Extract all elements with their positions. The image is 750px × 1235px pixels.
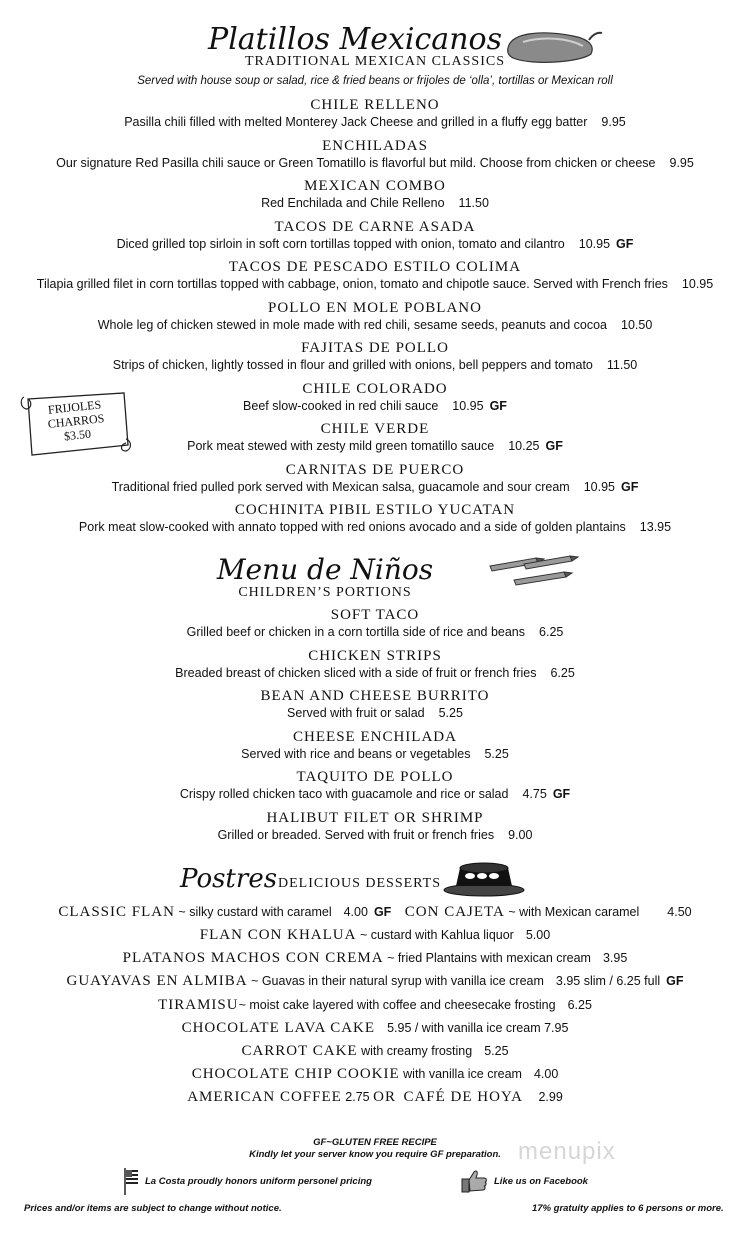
dessert-classic-flan [0, 904, 750, 921]
item-desc-text: Red Enchilada and Chile Relleno [261, 196, 445, 210]
item-price: 9.95 [601, 115, 626, 129]
item-desc-text: Traditional fried pulled pork served with Mexican salsa, guacamole and sour cream [111, 479, 570, 494]
dessert-name: CHOCOLATE LAVA CAKE [181, 1019, 376, 1036]
item-desc [0, 156, 750, 170]
item-desc-text: Beef slow-cooked in red chili sauce [243, 398, 439, 413]
item-desc [0, 237, 750, 251]
item-title: FAJITAS DE POLLO [301, 340, 449, 356]
con-cajeta-name: CON CAJETA [404, 904, 505, 920]
american-coffee-price: 2.75 [345, 1090, 370, 1104]
item-price: 10.95 [681, 277, 714, 291]
kids-item-price: 9.00 [508, 827, 533, 842]
dessert-name: CARROT CAKE [241, 1043, 358, 1059]
kids-item-desc-text: Breaded breast of chicken sliced with a side of fruit or french fries [175, 665, 537, 680]
item-price: 11.50 [606, 358, 638, 372]
item-title: POLLO EN MOLE POBLANO [268, 299, 482, 316]
gf-badge: GF [666, 974, 684, 989]
item-price: 13.95 [639, 520, 672, 534]
dessert-name: PLATANOS MACHOS CON CREMA [122, 950, 384, 967]
item-desc [0, 277, 750, 291]
gf-badge: GF [552, 787, 571, 801]
dessert-row [0, 1043, 750, 1060]
item-title: COCHINITA PIBIL ESTILO YUCATAN [234, 502, 516, 518]
item-desc [0, 196, 750, 210]
kids-item-desc-text: Crispy rolled chicken taco with guacamole and rice or salad [179, 787, 509, 801]
item-desc-text: Tilapia grilled filet in corn tortillas topped with cabbage, onion, tomato and chipotle sauce. Served with French fries [36, 277, 668, 291]
charros-label: CHARROS [47, 411, 105, 431]
item-title: CHILE COLORADO [302, 380, 448, 397]
kids-item-desc [0, 747, 750, 761]
dessert-price: 6.25 [567, 997, 592, 1012]
gf-badge: GF [621, 479, 639, 494]
item-desc-text: Our signature Red Pasilla chili sauce or Green Tomatillo is flavorful but mild. Choose from chicken or cheese [56, 155, 656, 170]
kids-item-desc [0, 706, 750, 720]
section-subtitle-mexicanos: TRADITIONAL MEXICAN CLASSICS [244, 54, 506, 69]
item-price: 10.95 [578, 236, 611, 251]
kids-item-desc [0, 787, 750, 801]
section-note: Served with house soup or salad, rice & fried beans or frijoles de ‘olla’, tortillas or Mexican roll [137, 75, 613, 87]
item-desc-text: Pork meat slow-cooked with annato topped with red onions avocado and a side of golden plantains [78, 520, 626, 534]
kids-item-price: 6.25 [539, 625, 564, 639]
dessert-desc: ~ Guavas in their natural syrup with vanilla ice cream [247, 974, 544, 989]
frijoles-label: FRIJOLES [47, 397, 102, 417]
thumbs-up-icon[interactable] [460, 1168, 488, 1194]
item-price: 10.95 [583, 479, 615, 494]
dessert-price: 5.95 / with vanilla ice cream 7.95 [387, 1020, 569, 1035]
dessert-desc: with creamy frosting [357, 1044, 473, 1058]
item-desc [0, 115, 750, 129]
kids-item-desc [0, 828, 750, 842]
item-desc-text: Whole leg of chicken stewed in mole made with red chili, sesame seeds, peanuts and cocoa [97, 317, 608, 332]
item-title: CHILE RELLENO [310, 97, 440, 113]
item-title: CARNITAS DE PUERCO [285, 461, 465, 478]
dessert-desc: ~ custard with Kahlua liquor [356, 928, 514, 942]
classic-flan-desc: ~ silky custard with caramel [174, 905, 332, 919]
dessert-price: 3.95 [602, 951, 628, 966]
kids-item-price: 5.25 [484, 746, 509, 761]
prices-note: Prices and/or items are subject to change without notice. [24, 1203, 282, 1214]
classic-flan-price: 4.00 [343, 905, 368, 919]
dessert-desc: ~ moist cake layered with coffee and cheesecake frosting [238, 997, 556, 1012]
flan-dessert-icon [442, 856, 526, 898]
item-title: TACOS DE CARNE ASADA [274, 218, 476, 235]
kids-item-price: 4.75 [522, 787, 547, 801]
cafe-de-hoya-name: CAFÉ DE HOYA [403, 1089, 523, 1105]
section-subtitle-ninos: CHILDREN’S PORTIONS [238, 585, 412, 600]
item-title: TACOS DE PESCADO ESTILO COLIMA [228, 259, 522, 275]
section-subtitle-postres: DELICIOUS DESSERTS [278, 876, 442, 891]
classic-flan-gf: GF [373, 905, 392, 919]
item-price: 10.25 [508, 439, 540, 453]
item-desc-text: Pork meat stewed with zesty mild green tomatillo sauce [187, 439, 495, 453]
kids-item-title: CHEESE ENCHILADA [293, 728, 457, 745]
item-title: MEXICAN COMBO [304, 178, 446, 194]
flag-icon [122, 1166, 140, 1196]
kids-item-title: TAQUITO DE POLLO [296, 769, 454, 785]
dessert-price: 5.00 [525, 928, 551, 942]
item-desc [0, 520, 750, 534]
section-title-postres: Postres [180, 864, 278, 894]
dessert-name: FLAN CON KHALUA [199, 927, 357, 943]
dessert-row [0, 927, 750, 944]
kids-item-price: 6.25 [550, 665, 575, 680]
gf-note: Kindly let your server know you require GF preparation. [249, 1149, 501, 1160]
item-desc [0, 318, 750, 332]
item-price: 10.50 [621, 317, 653, 332]
dessert-price: 5.25 [484, 1044, 509, 1058]
watermark: menupix [518, 1138, 616, 1165]
item-title: CHILE VERDE [320, 421, 430, 437]
section-title-ninos: Menu de Niños [216, 553, 434, 586]
item-title: ENCHILADAS [322, 137, 428, 154]
dessert-name: TIRAMISU [158, 996, 239, 1013]
gf-badge: GF [489, 398, 507, 413]
kids-item-desc-text: Served with fruit or salad [287, 706, 425, 720]
item-price: 9.95 [669, 155, 694, 170]
dessert-row [0, 1020, 750, 1037]
dessert-price: 4.00 [533, 1067, 559, 1082]
item-desc [0, 358, 750, 372]
item-price: 11.50 [458, 196, 489, 210]
facebook-link[interactable]: Like us on Facebook [494, 1176, 588, 1187]
dessert-price: 3.95 slim / 6.25 full [555, 974, 661, 989]
dessert-row [0, 950, 750, 967]
item-desc-text: Diced grilled top sirloin in soft corn tortillas topped with onion, tomato and cilantro [116, 236, 565, 251]
kids-item-desc [0, 666, 750, 680]
dessert-row [0, 1066, 750, 1083]
kids-item-desc-text: Grilled or breaded. Served with fruit or french fries [217, 827, 495, 842]
frijoles-price: $3.50 [63, 426, 92, 444]
kids-item-desc-text: Grilled beef or chicken in a corn tortilla side of rice and beans [186, 625, 526, 639]
gf-badge: GF [616, 236, 634, 251]
item-desc-text: Strips of chicken, lightly tossed in flour and grilled with onions, bell peppers and tomato [112, 358, 593, 372]
kids-item-desc [0, 625, 750, 639]
section-title-mexicanos: Platillos Mexicanos [208, 22, 502, 57]
item-price: 10.95 [452, 398, 484, 413]
classic-flan-name: CLASSIC FLAN [58, 904, 175, 920]
dessert-coffee [0, 1089, 750, 1106]
item-desc [0, 480, 750, 494]
con-cajeta-price: 4.50 [667, 905, 692, 919]
dessert-name: CHOCOLATE CHIP COOKIE [191, 1066, 400, 1083]
american-coffee-name: AMERICAN COFFEE [187, 1089, 342, 1105]
item-desc-text: Pasilla chili filled with melted Monterey Jack Cheese and grilled in a fluffy egg batter [124, 115, 588, 129]
con-cajeta-desc: ~ with Mexican caramel [504, 905, 640, 919]
dessert-desc: with vanilla ice cream [399, 1067, 522, 1082]
kids-item-title: SOFT TACO [330, 607, 420, 623]
coffee-or: OR [373, 1089, 396, 1105]
gratuity-note: 17% gratuity applies to 6 persons or more. [532, 1203, 724, 1214]
dessert-row [0, 973, 750, 990]
kids-item-title: HALIBUT FILET OR SHRIMP [266, 809, 484, 826]
kids-item-price: 5.25 [438, 706, 463, 720]
kids-item-title: CHICKEN STRIPS [308, 647, 442, 664]
cafe-de-hoya-price: 2.99 [538, 1090, 563, 1104]
dessert-desc: ~ fried Plantains with mexican cream [383, 951, 591, 966]
kids-item-title: BEAN AND CHEESE BURRITO [260, 688, 490, 704]
honors-note: La Costa proudly honors uniform personel pricing [145, 1176, 372, 1187]
kids-item-desc-text: Served with rice and beans or vegetables [241, 746, 471, 761]
gf-badge: GF [545, 439, 563, 453]
dessert-row [0, 997, 750, 1014]
dessert-name: GUAYAVAS EN ALMIBA [66, 973, 248, 990]
gf-title: GF~GLUTEN FREE RECIPE [313, 1137, 437, 1148]
